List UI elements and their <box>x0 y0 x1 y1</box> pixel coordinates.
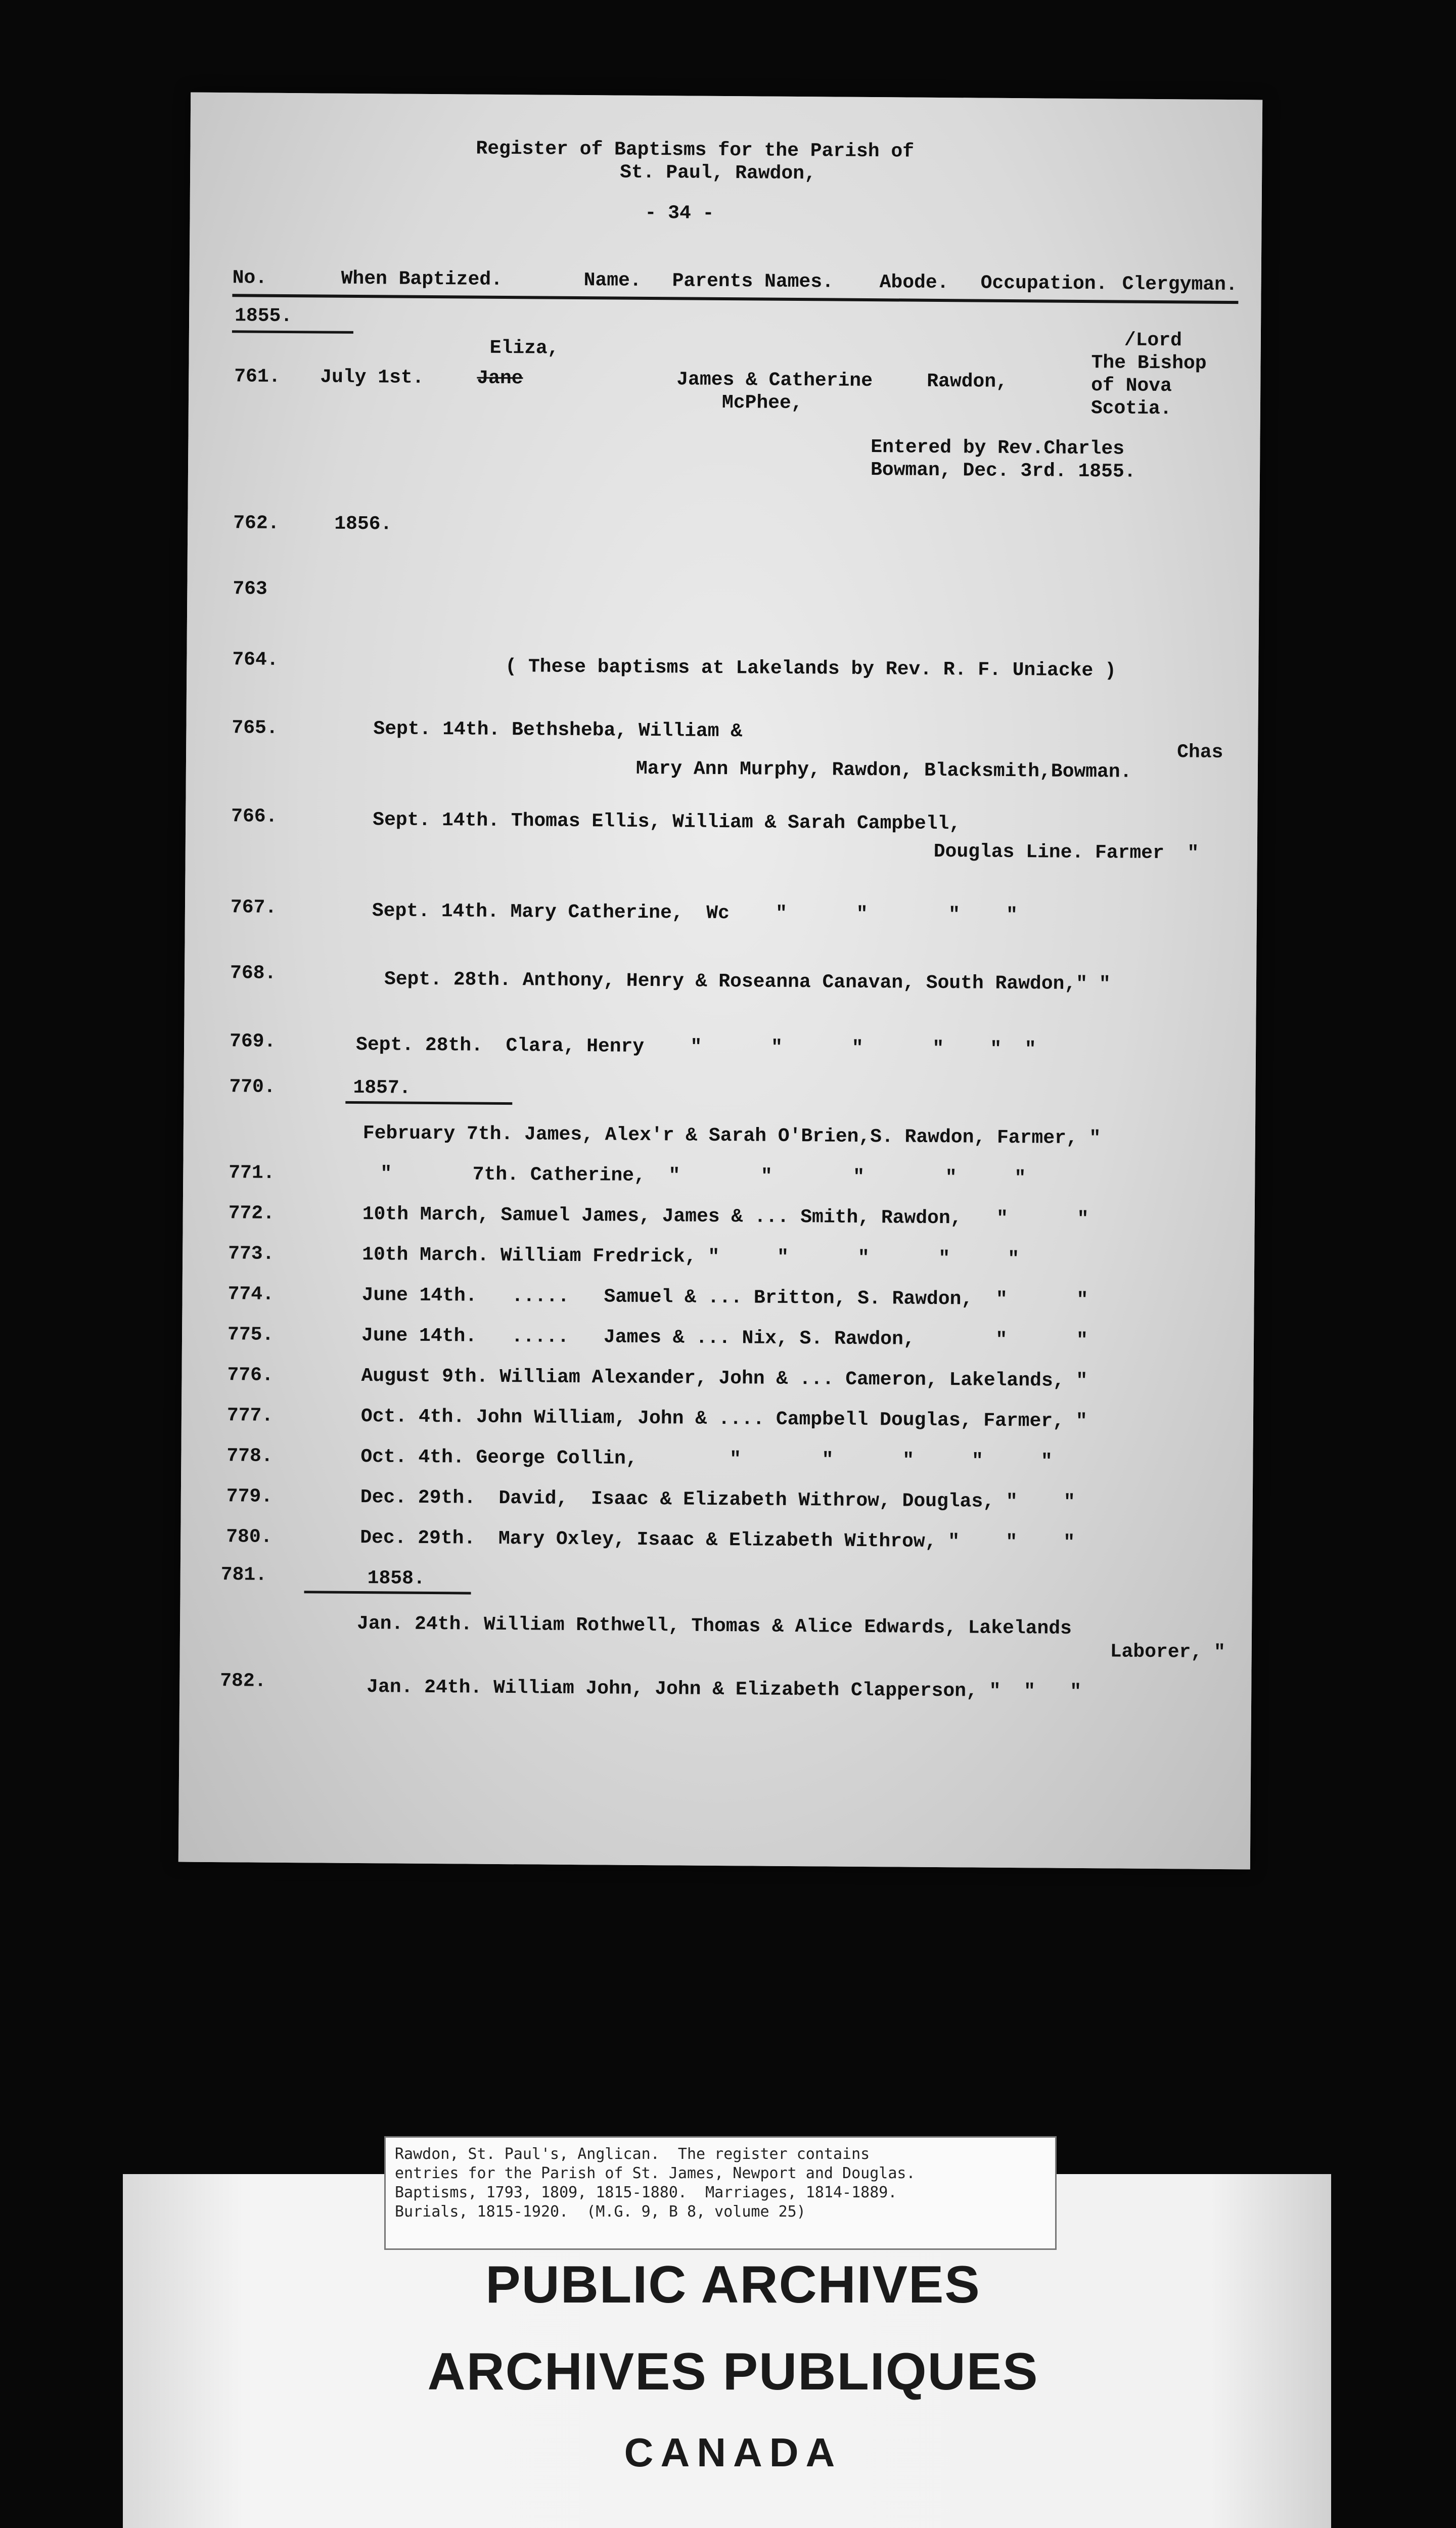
year-underline <box>345 1101 512 1105</box>
entry-number: 767. <box>230 896 277 919</box>
label-line: Baptisms, 1793, 1809, 1815-1880. Marriages, 1814-1889. <box>395 2184 897 2201</box>
page-number: - 34 - <box>645 202 714 224</box>
entry-number: 782. <box>220 1670 266 1692</box>
year-1855: 1855. <box>235 305 293 328</box>
entry-line: Sept. 28th. Clara, Henry " " " " " " <box>355 1033 1036 1061</box>
entry-line: February 7th. James, Alex'r & Sarah O'Brien,S. Rawdon, Farmer, " <box>362 1122 1101 1150</box>
label-line: Rawdon, St. Paul's, Anglican. The register contains <box>395 2145 870 2163</box>
header-underline <box>232 294 1238 304</box>
entry-date: July 1st. <box>320 366 424 389</box>
stamp-canada: CANADA <box>624 2430 842 2475</box>
clergy-line4: Scotia. <box>1090 397 1172 420</box>
col-when-baptized: When Baptized. <box>341 267 503 291</box>
stamp-archives-publiques: ARCHIVES PUBLIQUES <box>427 2342 1039 2401</box>
col-clergyman: Clergyman. <box>1122 273 1238 296</box>
entry-line: 10th March, Samuel James, James & ... Smith, Rawdon, " " <box>362 1203 1089 1231</box>
register-page <box>178 93 1262 1870</box>
entry-line: Oct. 4th. John William, John & .... Campbell Douglas, Farmer, " <box>360 1406 1087 1433</box>
entry-number: 776. <box>227 1364 274 1386</box>
col-abode: Abode. <box>879 272 949 294</box>
entry-line: Jan. 24th. William John, John & Elizabeth Clapperson, " " " <box>367 1676 1082 1703</box>
entry-number: 771. <box>229 1162 275 1184</box>
entry-number: 770. <box>229 1076 276 1098</box>
clergy-line1: /Lord <box>1124 329 1182 352</box>
register-title-line1: Register of Baptisms for the Parish of <box>476 138 915 163</box>
parents-line2: McPhee, <box>721 391 803 415</box>
entry-number: 764. <box>232 649 279 671</box>
entry-number: 772. <box>228 1202 275 1225</box>
entry-number: 766. <box>231 805 278 828</box>
entry-number: 765. <box>232 717 278 739</box>
entry-line: Sept. 14th. Mary Catherine, Wc " " " " <box>372 900 1018 927</box>
entry-line: Jan. 24th. William Rothwell, Thomas & Alice Edwards, Lakelands <box>356 1613 1072 1640</box>
year-1858: 1858. <box>367 1567 425 1590</box>
year-underline <box>304 1591 471 1594</box>
entry-line: Dec. 29th. David, Isaac & Elizabeth Withrow, Douglas, " " <box>360 1486 1075 1513</box>
year-underline <box>232 330 353 334</box>
clergy-line3: of Nova <box>1091 375 1172 397</box>
entry-line: Sept. 28th. Anthony, Henry & Roseanna Canavan, South Rawdon," " <box>384 968 1111 996</box>
entry-number: 777. <box>226 1405 274 1427</box>
entry-line: Laborer, " <box>1110 1641 1225 1664</box>
entry-number: 774. <box>228 1283 275 1305</box>
entry-line: 10th March. William Fredrick, " " " " " <box>362 1244 1020 1271</box>
entry-number: 761. <box>234 366 281 388</box>
col-name: Name. <box>583 269 642 292</box>
year-1856: 1856. <box>334 513 392 535</box>
entry-number: 773. <box>228 1243 275 1265</box>
entry-number: 769. <box>229 1030 276 1053</box>
label-line: Burials, 1815-1920. (M.G. 9, B 8, volume 25) <box>395 2203 806 2221</box>
stamp-public-archives: PUBLIC ARCHIVES <box>485 2255 981 2314</box>
entered-note-line2: Bowman, Dec. 3rd. 1855. <box>870 459 1136 483</box>
entry-number: 778. <box>226 1445 273 1467</box>
entry-line: Sept. 14th. Bethsheba, William & <box>373 718 743 743</box>
entry-line: Dec. 29th. Mary Oxley, Isaac & Elizabeth Withrow, " " " <box>360 1527 1075 1554</box>
col-no: No. <box>232 267 267 289</box>
entry-line: June 14th. ..... Samuel & ... Britton, S. Rawdon, " " <box>361 1284 1088 1312</box>
archive-description-label <box>384 2136 1057 2250</box>
clergy-line2: The Bishop <box>1091 352 1207 375</box>
col-occupation: Occupation. <box>980 272 1108 295</box>
col-parents-names: Parents Names. <box>672 270 834 293</box>
entry-line: June 14th. ..... James & ... Nix, S. Rawdon, " " <box>361 1325 1088 1352</box>
entry-number: 781. <box>220 1564 267 1586</box>
entry-number: 779. <box>226 1485 273 1508</box>
entry-number: 768. <box>230 962 277 984</box>
label-line: entries for the Parish of St. James, Newport and Douglas. <box>395 2164 916 2182</box>
lakelands-note: ( These baptisms at Lakelands by Rev. R. F. Uniacke ) <box>505 656 1117 682</box>
entry-line: Mary Ann Murphy, Rawdon, Blacksmith,Bowman. <box>635 757 1132 783</box>
name-struck: Jane <box>477 367 523 390</box>
year-1857: 1857. <box>353 1076 411 1099</box>
entry-number: 780. <box>226 1526 272 1548</box>
entry-number: 762. <box>233 512 280 534</box>
parents-line1: James & Catherine <box>676 369 873 392</box>
entry-line: Douglas Line. Farmer " <box>933 840 1199 865</box>
name-correction: Eliza, <box>489 337 559 359</box>
entry-line: August 9th. William Alexander, John & ... Cameron, Lakelands, " <box>361 1365 1088 1392</box>
entry-number: 763 <box>233 578 267 600</box>
register-title-line2: St. Paul, Rawdon, <box>620 161 816 185</box>
entry-line: Oct. 4th. George Collin, " " " " " <box>360 1446 1053 1473</box>
entered-note-line1: Entered by Rev.Charles <box>871 436 1125 460</box>
entry-line: " 7th. Catherine, " " " " " <box>380 1163 1026 1190</box>
abode: Rawdon, <box>927 370 1008 393</box>
entry-number: 775. <box>227 1324 274 1346</box>
clergy-name: Chas <box>1177 741 1223 763</box>
entry-line: Sept. 14th. Thomas Ellis, William & Sarah Campbell, <box>373 809 961 835</box>
